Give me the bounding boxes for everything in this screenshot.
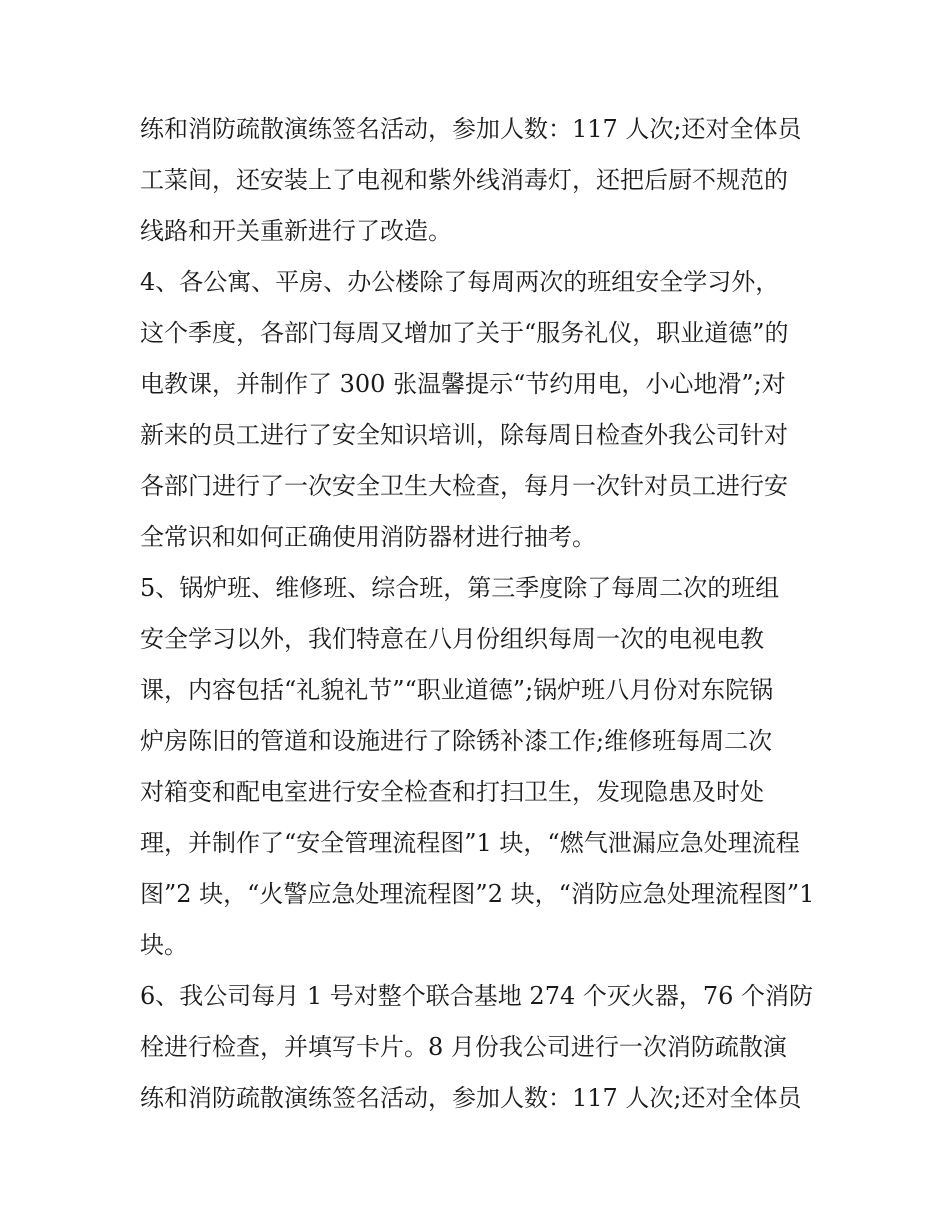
text-line: 新来的员工进行了安全知识培训，除每周日检查外我公司针对 [140,421,788,449]
text-line: 栓进行检查，并填写卡片。8 月份我公司进行一次消防疏散演 [140,1033,787,1061]
text-line: 电教课，并制作了 300 张温馨提示“节约用电，小心地滑”;对 [140,370,786,398]
text-line: 6、我公司每月 1 号对整个联合基地 274 个灭火器，76 个消防 [140,982,814,1010]
text-line: 安全学习以外，我们特意在八月份组织每周一次的电视电教 [140,625,764,653]
text-line: 全常识和如何正确使用消防器材进行抽考。 [140,523,596,551]
text-line: 这个季度，各部门每周又增加了关于“服务礼仪，职业道德”的 [140,319,789,347]
text-line: 练和消防疏散演练签名活动，参加人数：117 人次;还对全体员 [140,1084,802,1112]
text-line: 对箱变和配电室进行安全检查和打扫卫生，发现隐患及时处 [140,778,764,806]
text-line: 各部门进行了一次安全卫生大检查，每月一次针对员工进行安 [140,472,788,500]
text-line: 图”2 块，“火警应急处理流程图”2 块，“消防应急处理流程图”1 [140,880,815,908]
text-line: 练和消防疏散演练签名活动，参加人数：117 人次;还对全体员 [140,115,802,143]
text-line: 5、锅炉班、维修班、综合班，第三季度除了每周二次的班组 [140,574,780,602]
text-line: 课，内容包括“礼貌礼节”“职业道德”;锅炉班八月份对东院锅 [140,676,774,704]
text-line: 线路和开关重新进行了改造。 [140,217,452,245]
document-body [140,104,815,1124]
text-line: 工菜间，还安装上了电视和紫外线消毒灯，还把后厨不规范的 [140,166,788,194]
text-line: 理，并制作了“安全管理流程图”1 块，“燃气泄漏应急处理流程 [140,829,800,857]
text-line: 块。 [140,931,188,959]
text-line: 4、各公寓、平房、办公楼除了每周两次的班组安全学习外， [140,268,780,296]
text-line: 炉房陈旧的管道和设施进行了除锈补漆工作;维修班每周二次 [140,727,773,755]
